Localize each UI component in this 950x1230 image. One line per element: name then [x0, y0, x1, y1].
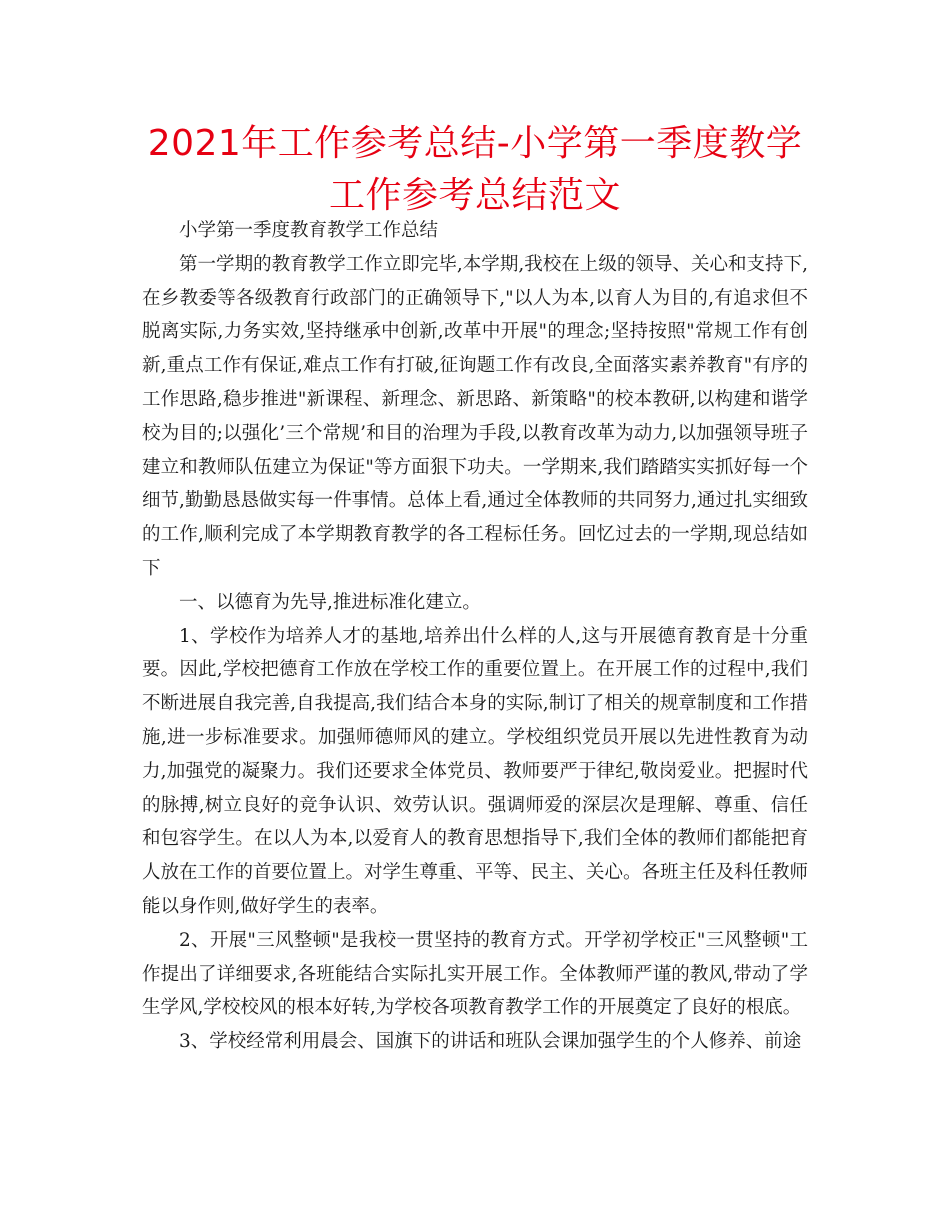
- document-body: [142, 214, 808, 1059]
- paragraph-item-2: 2、开展"三风整顿"是我校一贯坚持的教育方式。开学初学校正"三风整顿"工作提出了详细要求,各班能结合实际扎实开展工作。全体教师严谨的教风,带动了学生学风,学校校风的根本好转,为学校各项教育教学工作的开展奠定了良好的根底。: [142, 929, 808, 1019]
- paragraph-subtitle: 小学第一季度教育教学工作总结: [179, 220, 439, 241]
- paragraph-item-3: 3、学校经常利用晨会、国旗下的讲话和班队会课加强学生的个人修养、前途: [179, 1031, 802, 1053]
- document-title: 2021年工作参考总结-小学第一季度教学工作参考总结范文: [147, 123, 803, 216]
- section-heading-moral-education: 一、以德育为先导,推进标准化建立。: [179, 591, 481, 613]
- paragraph-intro: 第一学期的教育教学工作立即完毕,本学期,我校在上级的领导、关心和支持下,在乡教委等各级教育行政部门的正确领导下,"以人为本,以育人为目的,有追求但不脱离实际,力务实效,坚持继承中创新,改革中开展"的理念;坚持按照"常规工作有创新,重点工作有保证,难点工作有打破,征询题工作有改良,全面落实素养教育"有序的工作思路,稳步推进"新课程、新理念、新思路、新策略"的校本教研,以构建和谐学校为目的;以强化’三个常规’和目的治理为手段,以教育改革为动力,以加强领导班子建立和教师队伍建立为保证"等方面狠下功夫。一学期来,我们踏踏实实抓好每一个细节,勤勤恳恳做实每一件事情。总体上看,通过全体教师的共同努力,通过扎实细致的工作,顺利完成了本学期教育教学的各工程标任务。回忆过去的一学期,现总结如下: [142, 253, 808, 579]
- paragraph-item-1: 1、学校作为培养人才的基地,培养出什么样的人,这与开展德育教育是十分重要。因此,学校把德育工作放在学校工作的重要位置上。在开展工作的过程中,我们不断进展自我完善,自我提高,我们结合本身的实际,制订了相关的规章制度和工作措施,进一步标准要求。加强师德师风的建立。学校组织党员开展以先进性教育为动力,加强党的凝聚力。我们还要求全体党员、教师要严于律纪,敬岗爱业。把握时代的脉搏,树立良好的竞争认识、效劳认识。强调师爱的深层次是理解、尊重、信任和包容学生。在以人为本,以爱育人的教育思想指导下,我们全体的教师们都能把育人放在工作的首要位置上。对学生尊重、平等、民主、关心。各班主任及科任教师能以身作则,做好学生的表率。: [142, 625, 809, 917]
